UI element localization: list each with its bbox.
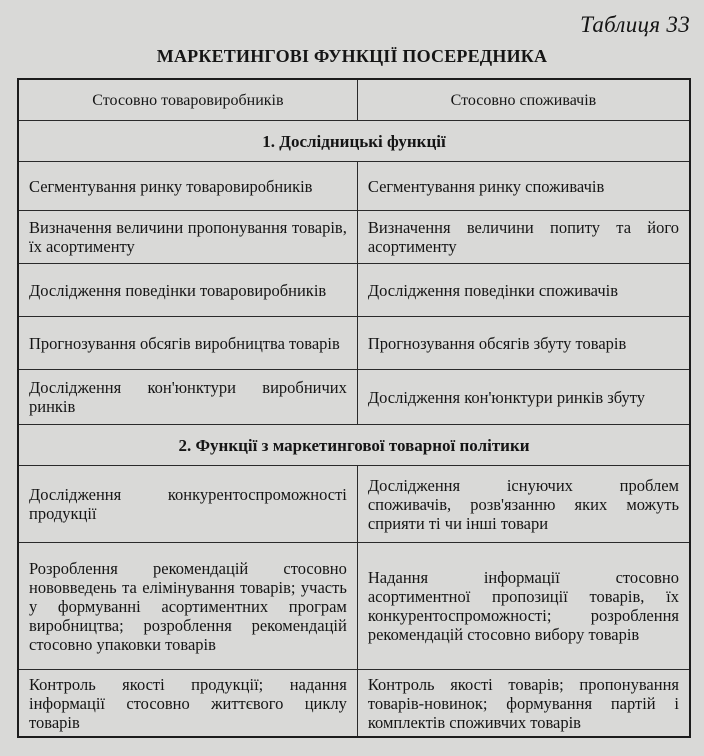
table-row xyxy=(18,162,690,211)
producer-cell: Прогнозування обсягів виробництва товарів xyxy=(18,317,357,370)
table-row xyxy=(18,317,690,370)
section-heading-product-policy: 2. Функції з маркетингової товарної політики xyxy=(18,425,690,466)
producer-cell: Дослідження поведінки товаровиробників xyxy=(18,264,357,317)
table-row xyxy=(18,264,690,317)
section-row xyxy=(18,121,690,162)
section-heading-research: 1. Дослідницькі функції xyxy=(18,121,690,162)
table-title: МАРКЕТИНГОВІ ФУНКЦІЇ ПОСЕРЕДНИКА xyxy=(156,46,548,66)
producer-cell: Сегментування ринку товаровиробників xyxy=(18,162,357,211)
consumer-cell: Дослідження існуючих проблем споживачів, розв'язанню яких можуть сприяти ті чи інші товари xyxy=(357,466,690,543)
consumer-cell: Дослідження поведінки споживачів xyxy=(357,264,690,317)
consumer-cell: Надання інформації стосовно асортиментної пропозиції товарів, їх конкурентоспроможності; розроблення рекомендацій стосовно вибору товарів xyxy=(357,543,690,670)
consumer-cell: Сегментування ринку споживачів xyxy=(357,162,690,211)
consumer-cell: Визначення величини попиту та його асортименту xyxy=(357,211,690,264)
section-row xyxy=(18,425,690,466)
producer-cell: Дослідження конкурентоспроможності продукції xyxy=(18,466,357,543)
table-row xyxy=(18,466,690,543)
producer-cell: Контроль якості продукції; надання інформації стосовно життєвого циклу товарів xyxy=(18,670,357,738)
table-row xyxy=(18,543,690,670)
consumer-cell: Дослідження кон'юнктури ринків збуту xyxy=(357,370,690,425)
consumer-cell: Прогнозування обсягів збуту товарів xyxy=(357,317,690,370)
table-row xyxy=(18,211,690,264)
header-row xyxy=(18,79,690,121)
table-row xyxy=(18,670,690,738)
producer-cell: Дослідження кон'юнктури виробничих ринків xyxy=(18,370,357,425)
consumer-cell: Контроль якості товарів; пропонування товарів-новинок; формування партій і комплектів споживчих товарів xyxy=(357,670,690,738)
functions-table xyxy=(17,78,691,738)
column-header-consumers: Стосовно споживачів xyxy=(357,79,690,121)
column-header-producers: Стосовно товаровиробників xyxy=(18,79,357,121)
producer-cell: Розроблення рекомендацій стосовно нововведень та елімінування товарів; участь у формуванні асортиментних програм виробництва; розроблення рекомендацій стосовно упаковки товарів xyxy=(18,543,357,670)
producer-cell: Визначення величини пропонування товарів, їх асортименту xyxy=(18,211,357,264)
table-row xyxy=(18,370,690,425)
table-number: Таблиця 33 xyxy=(580,12,690,37)
